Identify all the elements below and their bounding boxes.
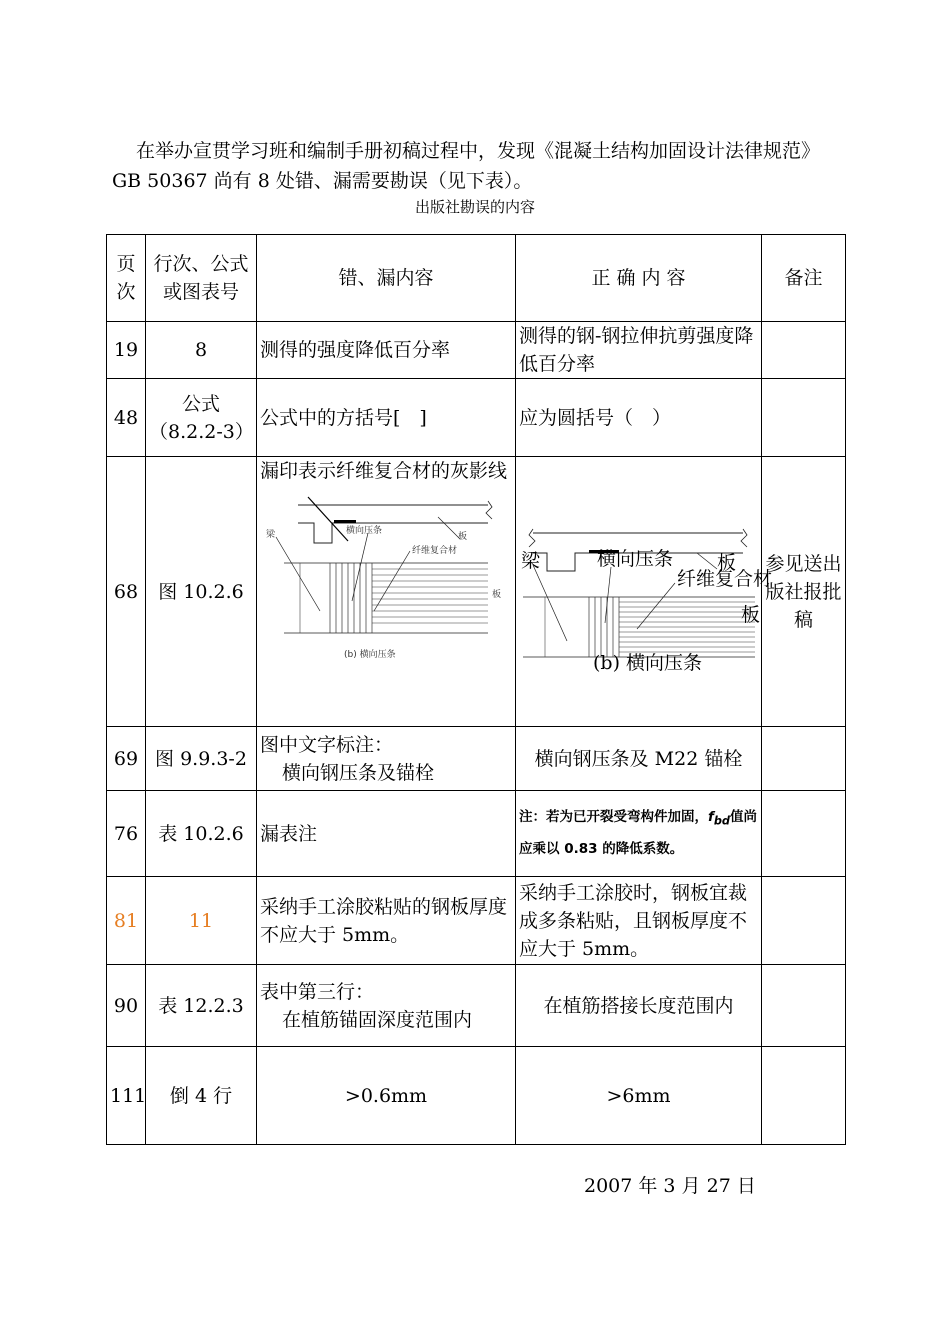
- table-row: [107, 965, 846, 1047]
- remark-cell: [762, 965, 846, 1047]
- remark-cell: [762, 791, 846, 877]
- table-row: [107, 727, 846, 791]
- page-cell: 76: [107, 791, 146, 877]
- errata-table: [106, 234, 846, 1145]
- remark-cell: 参见送出版社报批稿: [762, 457, 846, 727]
- figure-label-strip: 横向压条: [597, 547, 674, 570]
- figure-label-frp: 纤维复合材: [677, 567, 773, 590]
- error-cell: 测得的强度降低百分率: [257, 322, 516, 379]
- error-cell: [257, 727, 516, 791]
- line-cell: 倒 4 行: [146, 1047, 257, 1145]
- page-cell: 111: [107, 1047, 146, 1145]
- page-cell: 81: [107, 877, 146, 965]
- figure-caption: (b) 横向压条: [593, 651, 703, 674]
- correct-cell: 横向钢压条及 M22 锚栓: [516, 727, 762, 791]
- error-cell: 采纳手工涂胶粘贴的钢板厚度不应大于 5mm。: [257, 877, 516, 965]
- line-cell: 图 10.2.6: [146, 457, 257, 727]
- table-note-prefix: 注：若为已开裂受弯构件加固，: [519, 808, 708, 825]
- remark-cell: [762, 877, 846, 965]
- line-cell: 公式（8.2.2-3）: [146, 379, 257, 457]
- remark-cell: [762, 1047, 846, 1145]
- error-text: 漏印表示纤维复合材的灰影线: [260, 460, 508, 482]
- remark-cell: [762, 322, 846, 379]
- figure-without-hatching: [260, 493, 510, 663]
- table-note-suffix: 值尚应乘以 0.83 的降低系数。: [519, 808, 757, 858]
- page-cell: 48: [107, 379, 146, 457]
- table-caption: 出版社勘误的内容: [414, 198, 535, 216]
- intro-paragraph: 在举办宣贯学习班和编制手册初稿过程中，发现《混凝土结构加固设计法律规范》GB 50367 尚有 8 处错、漏需要勘误（见下表）。: [112, 140, 821, 192]
- line-cell: 表 10.2.6: [146, 791, 257, 877]
- remark-cell: [762, 727, 846, 791]
- correct-cell: 测得的钢-钢拉伸抗剪强度降低百分率: [516, 322, 762, 379]
- page-cell: 90: [107, 965, 146, 1047]
- line-cell: 8: [146, 322, 257, 379]
- correct-cell: 在植筋搭接长度范围内: [516, 965, 762, 1047]
- error-cell: 公式中的方括号[ ]: [257, 379, 516, 457]
- figure-label-slab: 板: [717, 551, 737, 574]
- line-cell: 11: [146, 877, 257, 965]
- line-cell: 图 9.9.3-2: [146, 727, 257, 791]
- table-note-subscript: bd: [713, 814, 730, 828]
- correct-cell: [516, 791, 762, 877]
- error-cell: >0.6mm: [257, 1047, 516, 1145]
- error-detail: 横向钢压条及锚栓: [282, 761, 435, 784]
- header-page: 页次: [107, 235, 146, 322]
- error-cell: [257, 965, 516, 1047]
- page-cell: 69: [107, 727, 146, 791]
- figure-label-frp: 纤维复合材: [412, 546, 458, 556]
- error-title: 图中文字标注：: [260, 733, 394, 756]
- table-row: [107, 1047, 846, 1145]
- correct-cell: 应为圆括号（ ）: [516, 379, 762, 457]
- figure-label-slab: 板: [458, 532, 468, 542]
- error-detail: 在植筋锚固深度范围内: [282, 1008, 473, 1031]
- figure-label-slab: 板: [492, 590, 502, 600]
- table-row: [107, 322, 846, 379]
- table-row: [107, 379, 846, 457]
- header-line: 行次、公式或图表号: [146, 235, 257, 322]
- table-row: [107, 791, 846, 877]
- correct-cell: >6mm: [516, 1047, 762, 1145]
- document-date: 2007 年 3 月 27 日: [584, 1175, 756, 1197]
- table-note-symbol: f: [708, 808, 714, 825]
- header-row: [107, 235, 846, 322]
- correct-cell: 采纳手工涂胶时，钢板宜裁成多条粘贴，且钢板厚度不应大于 5mm。: [516, 877, 762, 965]
- page-cell: 68: [107, 457, 146, 727]
- page-cell: 19: [107, 322, 146, 379]
- error-cell: 漏表注: [257, 791, 516, 877]
- figure-label-beam: 梁: [521, 549, 541, 572]
- figure-with-hatching: [519, 503, 773, 674]
- header-correct: 正 确 内 容: [516, 235, 762, 322]
- error-title: 表中第三行：: [260, 980, 375, 1003]
- header-error: 错、漏内容: [257, 235, 516, 322]
- remark-cell: [762, 379, 846, 457]
- figure-label-beam: 梁: [266, 530, 276, 540]
- table-row: [107, 457, 846, 727]
- table-row: [107, 877, 846, 965]
- figure-caption: (b) 横向压条: [344, 650, 396, 660]
- figure-label-slab: 板: [741, 603, 761, 626]
- figure-label-strip: 横向压条: [346, 526, 383, 536]
- correct-cell: [516, 457, 773, 727]
- header-remark: 备注: [762, 235, 846, 322]
- line-cell: 表 12.2.3: [146, 965, 257, 1047]
- error-cell: [257, 457, 516, 727]
